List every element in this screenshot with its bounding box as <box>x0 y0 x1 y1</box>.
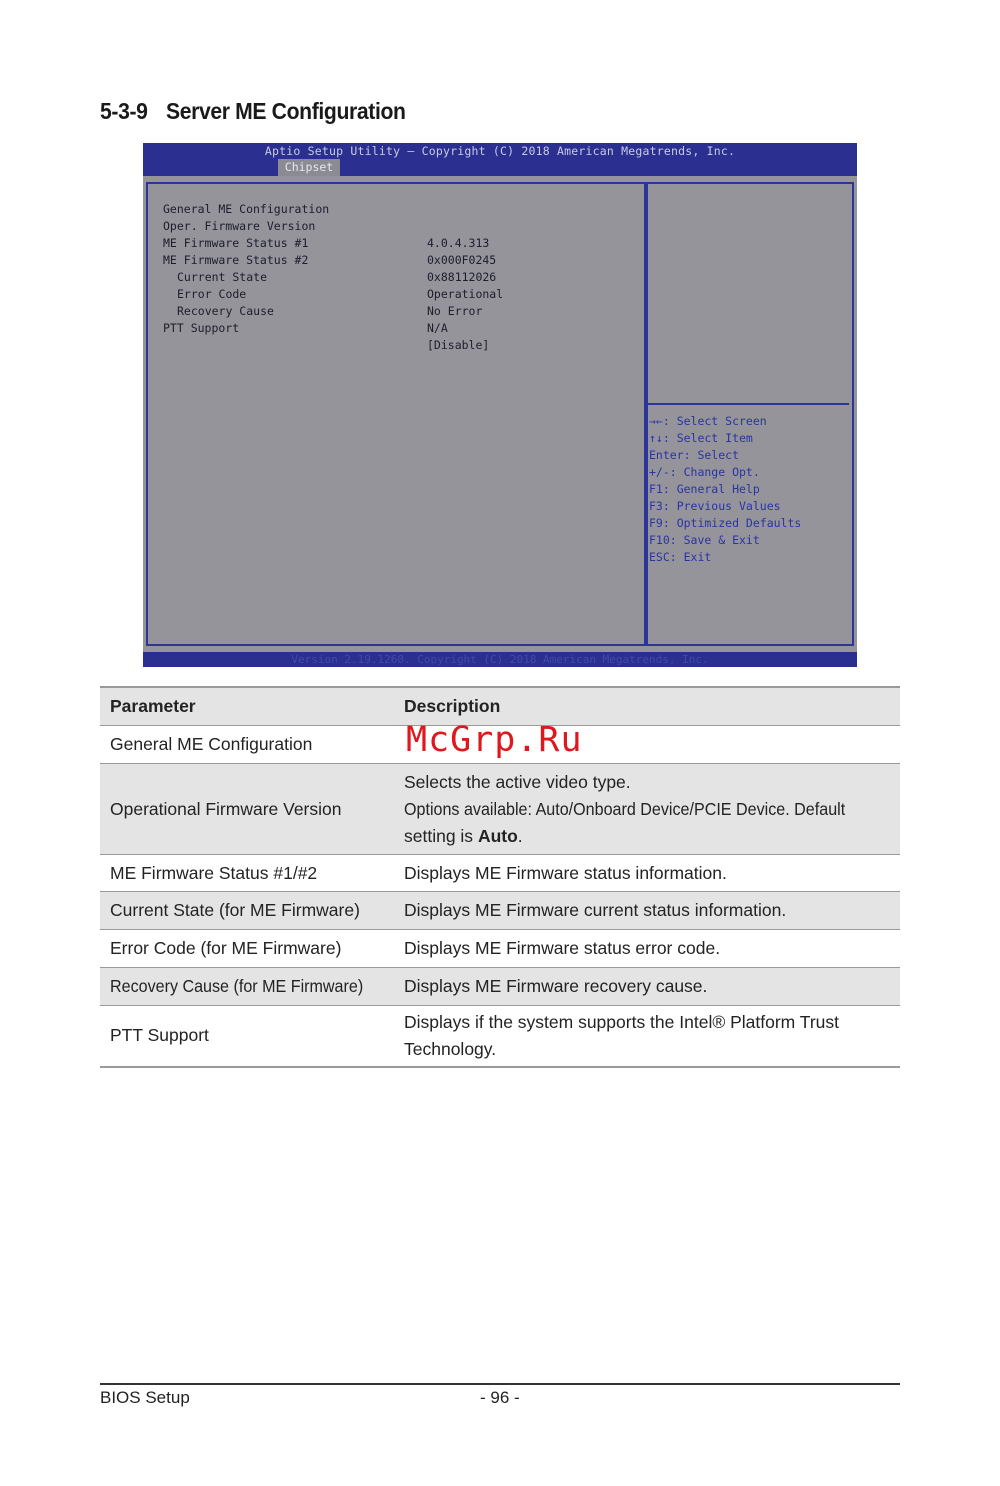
section-title: Server ME Configuration <box>165 98 406 124</box>
bios-version-footer: Version 2.19.1260. Copyright (C) 2018 American Megatrends, Inc. <box>291 653 709 666</box>
ptt-support-option[interactable]: [Disable] <box>427 338 490 352</box>
bios-row-value: 4.0.4.313 <box>427 236 490 250</box>
table-row <box>100 968 900 1006</box>
section-number: 5-3-9 <box>100 98 148 124</box>
bios-row-value: N/A <box>427 321 448 335</box>
bios-row-label: PTT Support <box>163 321 240 335</box>
param-cell: Error Code (for ME Firmware) <box>110 938 342 958</box>
page-number: - 96 - <box>480 1388 520 1407</box>
help-previous-values: F3: Previous Values <box>649 499 781 513</box>
footer-section-label: BIOS Setup <box>100 1388 190 1407</box>
bios-row-label: General ME Configuration <box>163 202 330 216</box>
table-row <box>100 930 900 968</box>
desc-line: Selects the active video type. <box>404 771 631 792</box>
bios-row-label: Current State <box>177 270 268 284</box>
param-cell: General ME Configuration <box>110 734 313 754</box>
param-cell: Current State (for ME Firmware) <box>110 900 360 920</box>
help-change-opt: +/-: Change Opt. <box>649 465 760 479</box>
bios-row-value: No Error <box>427 304 483 318</box>
desc-line: Displays if the system supports the Intel® Platform Trust <box>404 1011 839 1032</box>
desc-cell: Displays ME Firmware recovery cause. <box>404 976 708 996</box>
bios-row-value: 0x88112026 <box>427 270 497 284</box>
bios-row-value: Operational <box>427 287 504 301</box>
section-heading <box>100 98 406 125</box>
help-esc-exit: ESC: Exit <box>649 550 712 564</box>
table-row <box>100 855 900 892</box>
help-enter-select: Enter: Select <box>649 448 740 462</box>
desc-text: . <box>517 825 523 846</box>
desc-line <box>404 823 900 850</box>
bios-row-value: 0x000F0245 <box>427 253 497 267</box>
bios-row-label: Recovery Cause <box>177 304 274 318</box>
bios-row-label: ME Firmware Status #2 <box>163 253 309 267</box>
desc-cell: Displays ME Firmware status error code. <box>404 938 721 958</box>
bios-row-label: ME Firmware Status #1 <box>163 236 309 250</box>
bios-title-bar: Aptio Setup Utility – Copyright (C) 2018 American Megatrends, Inc. <box>264 144 736 158</box>
bios-tab-chipset[interactable]: Chipset <box>278 159 340 176</box>
table-row <box>100 764 900 855</box>
desc-cell <box>394 1006 900 1067</box>
footer-divider <box>100 1383 900 1385</box>
desc-text: setting is <box>404 825 478 846</box>
help-general-help: F1: General Help <box>649 482 760 496</box>
bios-row-general-me-configuration <box>143 184 330 216</box>
desc-default-value: Auto <box>477 825 518 846</box>
param-text: Recovery Cause (for ME Firmware) <box>110 976 364 996</box>
help-select-screen: →←: Select Screen <box>649 414 767 428</box>
param-cell <box>100 968 394 1006</box>
header-description: Description <box>404 696 501 716</box>
table-row <box>100 892 900 930</box>
desc-cell: Displays ME Firmware status information. <box>404 862 727 883</box>
help-optimized-defaults: F9: Optimized Defaults <box>649 516 802 530</box>
bios-row-label: Error Code <box>177 287 247 301</box>
param-cell: PTT Support <box>110 1025 209 1046</box>
param-cell: Operational Firmware Version <box>110 798 342 819</box>
table-row <box>100 1006 900 1067</box>
desc-line <box>404 796 900 823</box>
desc-cell: Displays ME Firmware current status information. <box>404 900 787 920</box>
desc-line-text: Options available: Auto/Onboard Device/PCIE Device. Default <box>404 798 846 819</box>
bios-screenshot <box>143 143 857 667</box>
param-cell: ME Firmware Status #1/#2 <box>110 862 318 883</box>
desc-cell <box>394 764 900 855</box>
watermark: McGrp.Ru <box>406 720 583 760</box>
desc-line: Technology. <box>404 1038 497 1059</box>
bios-key-help <box>649 413 801 566</box>
bios-main-area <box>143 176 857 652</box>
help-save-exit: F10: Save & Exit <box>649 533 760 547</box>
header-parameter: Parameter <box>110 696 196 716</box>
bios-row-label: Oper. Firmware Version <box>163 219 316 233</box>
help-select-item: ↑↓: Select Item <box>649 431 753 445</box>
bios-help-divider <box>648 403 849 405</box>
